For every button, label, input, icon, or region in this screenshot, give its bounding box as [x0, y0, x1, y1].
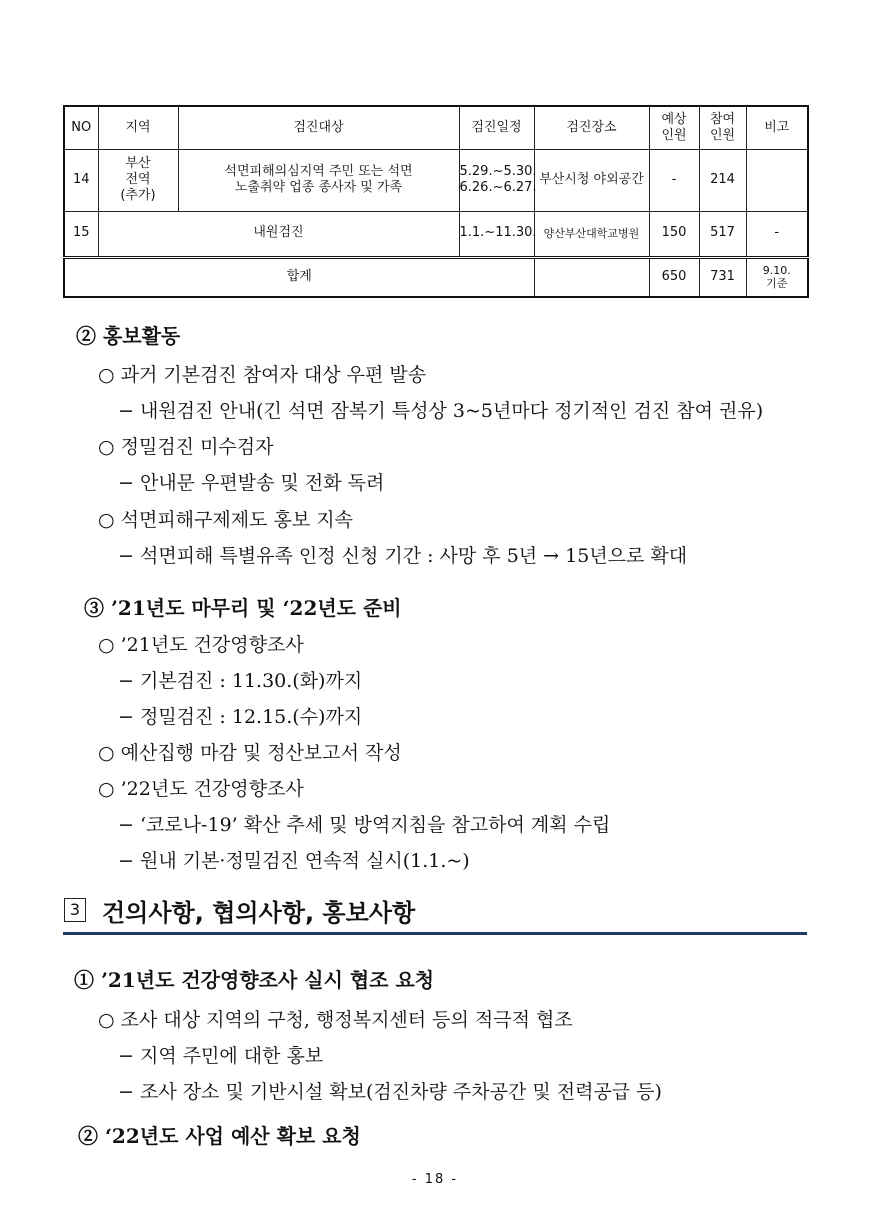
- row14-place: 부산시청 야외공간: [534, 149, 649, 211]
- row14-target-line2: 노출취약 업종 종사자 및 가족: [234, 180, 403, 195]
- header-expected-line1: 예상: [661, 111, 687, 127]
- row14-target: [178, 149, 459, 211]
- total-note-line1: 9.10.: [762, 263, 791, 277]
- header-target: 검진대상: [178, 106, 459, 149]
- section-divider: [63, 932, 807, 935]
- header-no: NO: [64, 106, 98, 149]
- total-note-line2: 기준: [766, 277, 788, 291]
- request-item-1-sub-2: − 조사 장소 및 기반시설 확보(검진차량 주차공간 및 전력공급 등): [118, 1081, 662, 1103]
- row15-participants: 517: [699, 211, 746, 257]
- row14-region-line1: 부산: [125, 155, 151, 171]
- promo-heading: ② 홍보활동: [76, 324, 181, 348]
- row14-expected: -: [649, 149, 699, 211]
- row14-schedule-line2: 6.26.~6.27.: [459, 180, 537, 195]
- wrapup-item-2: ○ 예산집행 마감 및 정산보고서 작성: [98, 742, 402, 764]
- table-header-row: [64, 106, 808, 149]
- header-participants: [699, 106, 746, 149]
- wrapup-item-3-sub-2: − 원내 기본·정밀검진 연속적 실시(1.1.~): [118, 850, 470, 872]
- row14-target-line1: 석면피해의심지역 주민 또는 석면: [224, 163, 413, 179]
- promo-item-2: ○ 정밀검진 미수검자: [98, 436, 274, 458]
- header-expected: [649, 106, 699, 149]
- row15-no: 15: [64, 211, 98, 257]
- wrapup-item-1-sub-2: − 정밀검진 : 12.15.(수)까지: [118, 706, 363, 728]
- row14-region: [98, 149, 178, 211]
- row15-note: -: [746, 211, 808, 257]
- header-participants-line1: 참여: [709, 111, 736, 127]
- wrapup-item-1: ○ ’21년도 건강영향조사: [98, 634, 304, 656]
- promo-item-1-sub-1: − 내원검진 안내(긴 석면 잠복기 특성상 3~5년마다 정기적인 검진 참여 권유): [118, 400, 764, 422]
- table-total-row: [64, 257, 808, 297]
- row15-expected: 150: [649, 211, 699, 257]
- health-checkup-table: [63, 105, 809, 298]
- row15-target: 내원검진: [98, 211, 459, 257]
- total-place-empty: [534, 257, 649, 297]
- request-item-1: ○ 조사 대상 지역의 구청, 행정복지센터 등의 적극적 협조: [98, 1009, 573, 1031]
- total-note: [746, 257, 808, 297]
- promo-item-2-sub-1: − 안내문 우편발송 및 전화 독려: [118, 472, 385, 494]
- row14-no: 14: [64, 149, 98, 211]
- total-participants: 731: [699, 257, 746, 297]
- page-number: - 18 -: [411, 1172, 459, 1187]
- header-schedule: 검진일정: [459, 106, 534, 149]
- row14-participants: 214: [699, 149, 746, 211]
- promo-item-3-sub-1: − 석면피해 특별유족 인정 신청 기간 : 사망 후 5년 → 15년으로 확대: [118, 545, 688, 567]
- row14-schedule-line1: 5.29.~5.30.: [459, 163, 537, 179]
- promo-item-3: ○ 석면피해구제제도 홍보 지속: [98, 509, 353, 531]
- header-region: 지역: [98, 106, 178, 149]
- row14-schedule: [459, 149, 537, 211]
- wrapup-item-3-sub-1: − ‘코로나-19’ 확산 추세 및 방역지침을 참고하여 계획 수립: [118, 814, 611, 836]
- row14-note: [746, 149, 808, 211]
- row15-schedule: 1.1.~11.30.: [459, 211, 534, 257]
- table-row: [64, 149, 808, 211]
- total-label: 합계: [64, 257, 534, 297]
- request-heading-1: ① ’21년도 건강영향조사 실시 협조 요청: [74, 968, 435, 992]
- row14-region-line3: (추가): [120, 188, 156, 204]
- request-heading-2: ② ‘22년도 사업 예산 확보 요청: [78, 1124, 361, 1148]
- header-participants-line2: 인원: [709, 127, 736, 143]
- section-title: 건의사항, 협의사항, 홍보사항: [102, 899, 416, 927]
- header-note: 비고: [746, 106, 808, 149]
- header-place: 검진장소: [534, 106, 649, 149]
- total-expected: 650: [649, 257, 699, 297]
- header-expected-line2: 인원: [661, 127, 687, 143]
- row15-place: 양산부산대학교병원: [534, 211, 649, 257]
- request-item-1-sub-1: − 지역 주민에 대한 홍보: [118, 1045, 324, 1067]
- row14-region-line2: 전역: [125, 171, 151, 187]
- wrapup-item-3: ○ ’22년도 건강영향조사: [98, 778, 304, 800]
- section-number-box: 3: [64, 898, 86, 922]
- wrapup-heading: ③ ’21년도 마무리 및 ‘22년도 준비: [84, 596, 402, 620]
- wrapup-item-1-sub-1: − 기본검진 : 11.30.(화)까지: [118, 670, 363, 692]
- table-row: [64, 211, 808, 257]
- promo-item-1: ○ 과거 기본검진 참여자 대상 우편 발송: [98, 364, 427, 386]
